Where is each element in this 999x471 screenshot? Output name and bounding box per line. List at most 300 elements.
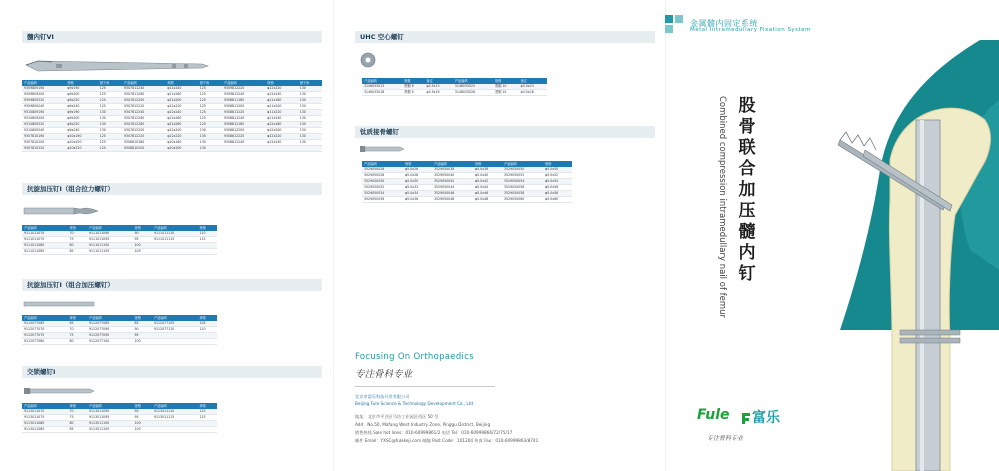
table-cell: 9307810200 — [22, 140, 65, 146]
table-cell: φ10x190 — [65, 134, 97, 140]
table-cell: φ9x200 — [65, 92, 97, 98]
table-cell: 70 — [68, 231, 87, 237]
table-cell: 9112077100 — [87, 339, 133, 345]
table-cell: 9113011115 — [152, 415, 198, 421]
table-cell: 65 — [68, 321, 87, 327]
column-header: 规格 — [133, 315, 152, 321]
table-cell: 100 — [133, 243, 152, 249]
table-cell: 3529050040 — [432, 173, 473, 179]
table-cell: φ11x240 — [165, 86, 197, 92]
table-cell: 3529050050 — [502, 167, 543, 173]
table-row — [22, 116, 322, 122]
column-header: 备注 — [519, 78, 547, 84]
brand-title-cn: 金属髓内固定系统 — [690, 19, 758, 28]
table-row — [362, 90, 547, 96]
table-cell: 9307812220 — [122, 104, 165, 110]
address-en: Add：No.50, Mafang West Industry Zone, Pinggu District, Beijing — [355, 422, 491, 427]
table-cell: 115 — [198, 415, 218, 421]
uhc-screw-image — [358, 50, 388, 72]
table-cell: φ12x280 — [165, 122, 197, 128]
table-cell: 9307812280 — [122, 122, 165, 128]
table-row — [22, 249, 217, 255]
title-char: 钉 — [738, 264, 756, 284]
table-cell: 130 — [98, 110, 122, 116]
table-cell: 9307811240 — [122, 86, 165, 92]
focus-tagline: Focusing On Orthopaedics — [355, 352, 474, 362]
table-cell: 130 — [298, 92, 322, 98]
column-header: 规格 — [543, 161, 572, 167]
table-cell: φ3.5x28 — [519, 90, 547, 96]
table-cell: 9111011095 — [87, 237, 133, 243]
table-cell: φ3.5x13 — [424, 84, 452, 90]
table-row — [22, 134, 322, 140]
table-cell: 9307810190 — [22, 134, 65, 140]
table-cell: 130 — [298, 104, 322, 110]
table-cell: 9308811220 — [222, 110, 265, 116]
address-cn: 地址：北京市平谷区马坊工业园区西区 50 号 — [355, 414, 439, 419]
table-cell: 9112077105 — [152, 321, 198, 327]
table-cell: 125 — [198, 92, 222, 98]
table-cell — [265, 146, 297, 152]
spec-table-lag-screw — [22, 225, 217, 255]
table-row — [22, 146, 322, 152]
table-cell: 3529050036 — [362, 197, 403, 203]
table-row — [22, 128, 322, 134]
table-cell: 85 — [68, 427, 87, 433]
table-cell — [222, 146, 265, 152]
table-cell: 9308811200 — [222, 104, 265, 110]
table-cell — [152, 339, 198, 345]
section-header-locking-screw — [22, 366, 322, 378]
table-cell: 黑帽 10 — [493, 84, 519, 90]
table-cell: φ5.0x56 — [543, 185, 572, 191]
spec-table-locking-screw — [22, 403, 217, 433]
table-cell: 3529050028 — [362, 173, 403, 179]
table-cell: φ12x200 — [165, 98, 197, 104]
title-char: 联 — [738, 138, 756, 158]
table-row — [22, 122, 322, 128]
table-cell: 130 — [198, 146, 222, 152]
email-fax: 邮件 Email：YXSC@fulekeji.com 邮编 Post Code：101204 传真 Fax：010-60999863/8741 — [355, 438, 539, 443]
table-cell: 9113011075 — [22, 415, 68, 421]
column-header: 产品编码 — [22, 225, 68, 231]
column-header: 产品编码 — [362, 78, 402, 84]
column-header: 规格 — [265, 80, 297, 86]
table-cell: 9310809220 — [22, 122, 65, 128]
column-header: 产品编码 — [453, 78, 493, 84]
table-cell: φ10x200 — [65, 140, 97, 146]
table-cell: 9112077065 — [22, 321, 68, 327]
table-cell: 9309809240 — [22, 104, 65, 110]
table-cell: 9308811240 — [222, 116, 265, 122]
table-cell: 130 — [198, 134, 222, 140]
table-cell — [198, 427, 218, 433]
column-header: 规格 — [198, 225, 218, 231]
table-cell: 3146033018 — [362, 90, 402, 96]
table-cell: φ11x240 — [265, 116, 297, 122]
table-cell: 80 — [68, 421, 87, 427]
table-row — [22, 86, 322, 92]
table-cell: φ5.0x30 — [403, 179, 432, 185]
section-title: 抗旋加压钉Ⅰ（组合加压螺钉） — [27, 281, 114, 289]
table-cell: 130 — [298, 122, 322, 128]
table-cell: φ5.0x60 — [543, 197, 572, 203]
product-title-cn — [736, 96, 758, 285]
table-cell: 95 — [133, 415, 152, 421]
table-cell: 9309809200 — [22, 92, 65, 98]
table-cell: φ12x240 — [165, 110, 197, 116]
spec-table-main-nail — [22, 80, 322, 152]
table-cell: 95 — [133, 333, 152, 339]
table-cell: 125 — [198, 110, 222, 116]
table-cell: φ12x220 — [265, 86, 297, 92]
table-cell: φ3.5x19 — [424, 90, 452, 96]
column-header: 规格 — [402, 78, 424, 84]
table-cell: 9308812220 — [222, 134, 265, 140]
table-cell — [298, 146, 322, 152]
table-cell: 9111011075 — [22, 237, 68, 243]
table-cell: 9112077080 — [22, 339, 68, 345]
table-cell: 75 — [68, 333, 87, 339]
table-cell: 3529050056 — [502, 185, 543, 191]
nail-product-image — [22, 56, 212, 76]
table-cell: 9113011105 — [87, 427, 133, 433]
table-cell: 9310809190 — [22, 110, 65, 116]
table-cell: φ10x180 — [165, 140, 197, 146]
column-header: 规格 — [403, 161, 432, 167]
table-cell: 9309812240 — [222, 92, 265, 98]
section-title: UHC 空心螺钉 — [360, 33, 404, 41]
table-cell: 9308810180 — [122, 140, 165, 146]
table-cell: 105 — [133, 427, 152, 433]
table-cell: 3529050048 — [432, 197, 473, 203]
table-cell: 95 — [133, 237, 152, 243]
column-header: 产品编码 — [22, 80, 65, 86]
table-cell: 130 — [198, 128, 222, 134]
table-cell: 100 — [133, 421, 152, 427]
table-cell: 125 — [198, 98, 222, 104]
column-header: 产品编码 — [362, 161, 403, 167]
table-cell: 9112077090 — [87, 327, 133, 333]
table-cell: φ12x240 — [265, 92, 297, 98]
table-cell: 3529050054 — [502, 179, 543, 185]
table-cell: 3529050030 — [362, 179, 403, 185]
table-cell: 3529050034 — [362, 191, 403, 197]
table-cell: 125 — [198, 86, 222, 92]
column-header: 颈干角 — [98, 80, 122, 86]
lag-screw-image — [22, 205, 102, 217]
table-cell: 9307812260 — [122, 116, 165, 122]
column-header: 规格 — [65, 80, 97, 86]
column-header: 产品编码 — [502, 161, 543, 167]
table-cell: φ9x190 — [65, 86, 97, 92]
table-cell: 110 — [198, 409, 218, 415]
fold-line — [665, 0, 666, 471]
column-header: 产品编码 — [87, 225, 133, 231]
table-cell: 9111011085 — [22, 249, 68, 255]
table-cell: 9309809220 — [22, 98, 65, 104]
brand-squares-icon — [664, 14, 686, 34]
table-cell: 9310809240 — [22, 128, 65, 134]
table-cell: 130 — [98, 128, 122, 134]
table-cell: 黑帽 9 — [402, 90, 424, 96]
section-header-lag-screw — [22, 183, 322, 195]
spec-table-compression-screw — [22, 315, 217, 345]
table-cell: 85 — [68, 249, 87, 255]
column-header: 颈干角 — [198, 80, 222, 86]
table-cell: 125 — [98, 92, 122, 98]
company-name-cn: 北京市富乐科技开发有限公司 — [355, 394, 410, 399]
table-cell: 130 — [298, 86, 322, 92]
table-cell: 9113011070 — [22, 409, 68, 415]
title-char: 合 — [738, 159, 756, 179]
table-cell: 100 — [133, 339, 152, 345]
table-cell: 9113011090 — [87, 409, 133, 415]
table-cell: 130 — [98, 122, 122, 128]
column-header: 规格 — [473, 161, 502, 167]
title-char: 髓 — [738, 222, 756, 242]
table-cell: φ9x240 — [65, 104, 97, 110]
fule-logo-text: Fule — [697, 407, 730, 423]
table-cell: φ10x220 — [65, 146, 97, 152]
spec-table-titanium — [362, 161, 572, 203]
table-cell: φ10x200 — [165, 146, 197, 152]
table-cell: φ12x220 — [165, 104, 197, 110]
column-header: 备注 — [424, 78, 452, 84]
table-cell: 125 — [98, 134, 122, 140]
table-cell: φ11x180 — [265, 98, 297, 104]
table-cell: 9309809190 — [22, 86, 65, 92]
table-cell: 80 — [68, 339, 87, 345]
company-name-en: Beijing Fule Science & Technology Development Co., Ltd — [355, 401, 473, 406]
table-cell: 130 — [98, 116, 122, 122]
column-header: 规格 — [493, 78, 519, 84]
title-char: 内 — [738, 243, 756, 263]
table-cell: 9308812180 — [222, 122, 265, 128]
fule-logo-cn: 富乐 — [752, 410, 780, 426]
column-header: 产品编码 — [22, 403, 68, 409]
table-cell: 9308812200 — [222, 128, 265, 134]
sales-hotline: 销售热线 Sale hot lines：010-60999861/2 电话 Tel：010-60999866/72/75/17 — [355, 430, 513, 435]
table-cell: φ5.0x32 — [403, 185, 432, 191]
column-header: 规格 — [133, 225, 152, 231]
table-cell: φ5.0x34 — [403, 191, 432, 197]
table-cell: φ5.0x46 — [473, 191, 502, 197]
table-cell: 9112077075 — [22, 333, 68, 339]
table-cell: φ9x220 — [65, 122, 97, 128]
table-cell: 9112077110 — [152, 327, 198, 333]
table-cell: 3529050046 — [432, 191, 473, 197]
table-cell: 75 — [68, 415, 87, 421]
table-cell: 130 — [298, 128, 322, 134]
table-cell: 125 — [198, 116, 222, 122]
column-header: 规格 — [68, 315, 87, 321]
table-cell: 9112077070 — [22, 327, 68, 333]
table-cell: φ12x220 — [265, 134, 297, 140]
title-char: 股 — [738, 96, 756, 116]
column-header: 产品编码 — [87, 315, 133, 321]
fule-logo-mark-icon — [741, 411, 751, 425]
table-cell: 9111011100 — [87, 243, 133, 249]
section-title: 抗旋加压钉Ⅰ（组合拉力螺钉） — [27, 185, 114, 193]
table-cell: φ9x240 — [65, 128, 97, 134]
table-cell: 125 — [98, 86, 122, 92]
column-header: 规格 — [198, 315, 218, 321]
product-title-en: Combined compression intramedullary nail of femur — [717, 96, 727, 319]
table-cell: φ5.0x52 — [543, 173, 572, 179]
table-cell: 75 — [68, 237, 87, 243]
table-cell: 黑帽 8 — [402, 84, 424, 90]
table-cell: 9111011090 — [87, 231, 133, 237]
table-cell: 130 — [298, 140, 322, 146]
table-cell: 9113011095 — [87, 415, 133, 421]
titanium-screw-image — [358, 144, 408, 154]
table-cell: 3529050052 — [502, 173, 543, 179]
table-cell: φ5.0x54 — [543, 179, 572, 185]
table-cell: 110 — [198, 327, 218, 333]
table-cell: 90 — [133, 409, 152, 415]
section-header-uhc — [355, 31, 655, 43]
table-cell: φ5.0x28 — [403, 173, 432, 179]
table-cell: 3529050026 — [362, 167, 403, 173]
table-cell: φ11x200 — [265, 104, 297, 110]
table-cell: 125 — [98, 146, 122, 152]
table-cell: 110 — [198, 231, 218, 237]
table-cell: 9111011105 — [87, 249, 133, 255]
column-header: 规格 — [198, 403, 218, 409]
table-cell: φ12x200 — [265, 128, 297, 134]
table-cell: 9309812220 — [222, 86, 265, 92]
table-cell: φ5.0x44 — [473, 185, 502, 191]
section-title: 髓内钉VI — [27, 33, 54, 41]
table-row — [22, 339, 217, 345]
table-cell: 9307810220 — [22, 146, 65, 152]
table-cell: φ11x260 — [165, 92, 197, 98]
table-cell: φ9x200 — [65, 116, 97, 122]
table-cell: 9112077085 — [87, 321, 133, 327]
brand-title-en: Metal Intramedullary Fixation System — [690, 27, 811, 33]
table-row — [22, 104, 322, 110]
column-header: 规格 — [165, 80, 197, 86]
table-cell: φ11x220 — [265, 110, 297, 116]
section-header-titanium — [355, 126, 655, 138]
table-cell: 105 — [198, 321, 218, 327]
table-cell — [152, 249, 198, 255]
table-cell: 9307812200 — [122, 98, 165, 104]
table-cell: 3529050060 — [502, 197, 543, 203]
table-cell: φ5.0x42 — [473, 179, 502, 185]
table-cell: 9307812240 — [122, 110, 165, 116]
table-cell: φ3.5x23 — [519, 84, 547, 90]
column-header: 产品编码 — [87, 403, 133, 409]
table-cell: φ9x190 — [65, 110, 97, 116]
table-cell: φ5.0x48 — [473, 197, 502, 203]
section-title: 交锁螺钉Ⅰ — [27, 368, 56, 376]
table-cell: 125 — [198, 122, 222, 128]
table-cell: 125 — [98, 98, 122, 104]
column-header: 规格 — [68, 403, 87, 409]
table-cell: 黑帽 15 — [493, 90, 519, 96]
column-header: 产品编码 — [432, 161, 473, 167]
table-cell: φ9x220 — [65, 98, 97, 104]
table-row — [22, 92, 322, 98]
title-char: 加 — [738, 180, 756, 200]
table-cell: 9308810200 — [122, 146, 165, 152]
locking-screw-image — [22, 386, 102, 396]
table-cell: φ12x180 — [265, 122, 297, 128]
table-row — [22, 140, 322, 146]
column-header: 颈干角 — [298, 80, 322, 86]
spec-table-uhc — [362, 78, 547, 96]
table-cell: 90 — [133, 327, 152, 333]
table-cell — [152, 427, 198, 433]
table-cell: 3529050038 — [432, 167, 473, 173]
table-cell: 9308812240 — [222, 140, 265, 146]
table-cell: 90 — [133, 231, 152, 237]
table-cell: φ12x260 — [165, 116, 197, 122]
table-cell: 70 — [68, 327, 87, 333]
table-cell: 9113011100 — [87, 421, 133, 427]
title-char: 压 — [738, 201, 756, 221]
table-cell: 3529050042 — [432, 179, 473, 185]
table-cell: 130 — [298, 98, 322, 104]
table-cell: 9307812220 — [122, 134, 165, 140]
table-cell: 3529050058 — [502, 191, 543, 197]
table-row — [22, 98, 322, 104]
table-cell: 130 — [298, 116, 322, 122]
table-cell — [198, 339, 218, 345]
table-cell — [198, 249, 218, 255]
table-cell: 9310809200 — [22, 116, 65, 122]
column-header: 产品编码 — [22, 315, 68, 321]
table-cell: 9111011070 — [22, 231, 68, 237]
table-cell: 125 — [98, 104, 122, 110]
table-cell: 3529050032 — [362, 185, 403, 191]
slogan: 专注骨科专业 — [355, 369, 413, 380]
column-header: 产品编码 — [152, 403, 198, 409]
table-cell: 9111011115 — [152, 237, 198, 243]
table-cell: 9113011110 — [152, 409, 198, 415]
table-cell: 70 — [68, 409, 87, 415]
table-cell: 105 — [133, 249, 152, 255]
table-cell: 9113011085 — [22, 427, 68, 433]
table-cell: 130 — [298, 110, 322, 116]
column-header: 规格 — [68, 225, 87, 231]
compression-screw-image — [22, 299, 102, 309]
table-cell: φ5.0x58 — [543, 191, 572, 197]
table-cell: 3146035028 — [453, 90, 493, 96]
table-cell: 3529050044 — [432, 185, 473, 191]
table-cell: 9307812200 — [122, 128, 165, 134]
table-cell: 9113011080 — [22, 421, 68, 427]
table-cell: 9112077095 — [87, 333, 133, 339]
title-char: 骨 — [738, 117, 756, 137]
table-cell: φ5.0x40 — [473, 173, 502, 179]
table-cell: 80 — [68, 243, 87, 249]
table-row — [362, 197, 572, 203]
table-cell: φ5.0x38 — [473, 167, 502, 173]
section-header-compression-screw — [22, 279, 322, 291]
table-cell: 125 — [98, 140, 122, 146]
table-cell: φ5.0x50 — [543, 167, 572, 173]
column-header: 规格 — [133, 403, 152, 409]
logo-slogan: 专注骨科专业 — [707, 435, 744, 442]
divider — [355, 386, 495, 387]
table-cell: 9307811260 — [122, 92, 165, 98]
femur-nail-illustration — [780, 40, 999, 471]
column-header: 产品编码 — [152, 315, 198, 321]
column-header: 产品编码 — [222, 80, 265, 86]
